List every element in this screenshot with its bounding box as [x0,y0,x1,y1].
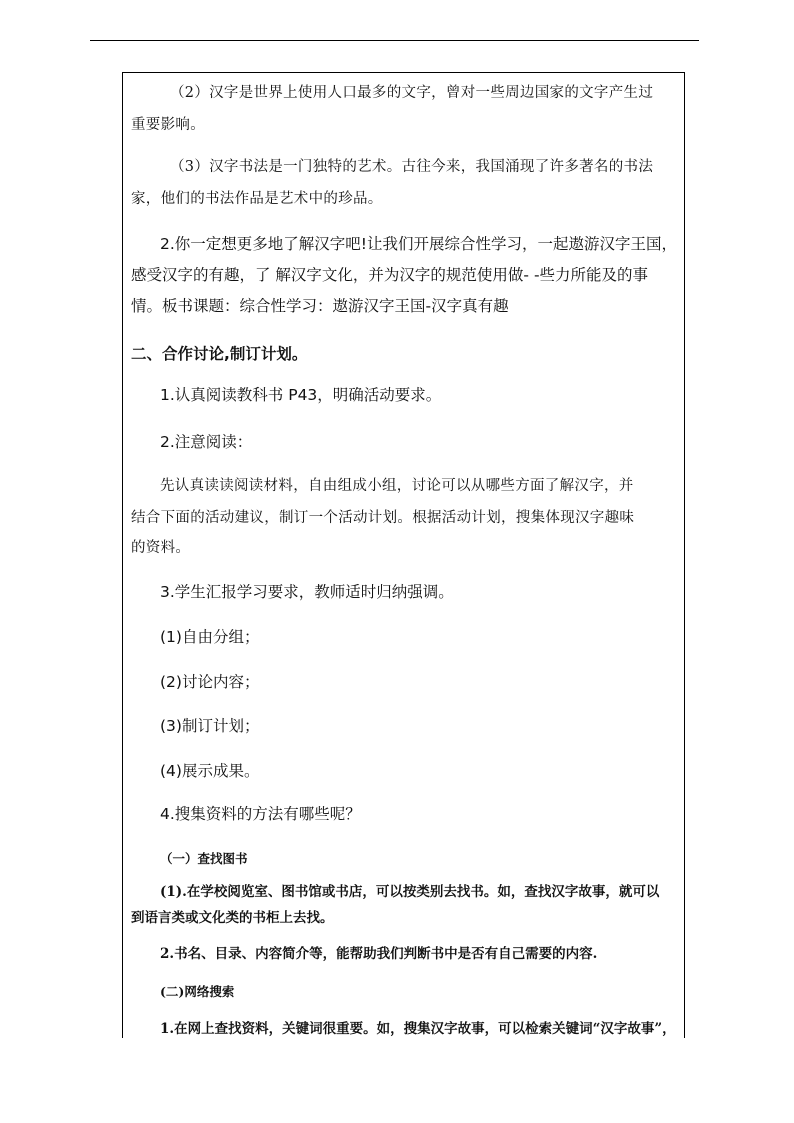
step-2: 2.注意阅读： [160,433,253,451]
sub-item-1: (1)自由分组； [160,628,260,646]
step-1: 1.认真阅读教科书 P43，明确活动要求。 [160,386,442,404]
paragraph-2-line-2: 感受汉字的有趣，了 解汉字文化，并为汉字的规范使用做- -些力所能及的事 [131,266,649,284]
sub-item-2: (2)讨论内容； [160,673,260,691]
method-2: 2.书名、目录、内容简介等，能帮助我们判断书中是否有自己需要的内容. [160,946,598,962]
step-4: 4.搜集资料的方法有哪些呢？ [160,805,361,823]
step-3: 3.学生汇报学习要求，教师适时归纳强调。 [160,583,454,601]
item-3-line-2: 家，他们的书法作品是艺术中的珍品。 [131,191,383,207]
reading-line-2: 结合下面的活动建议，制订一个活动计划。根据活动计划，搜集体现汉字趣味 [131,510,635,526]
method-heading-books: （一）查找图书 [160,851,248,866]
section-2-heading: 二、合作讨论,制订计划。 [131,345,308,363]
method-1-line-2: 到语言类或文化类的书柜上去找。 [131,910,334,926]
web-method-1: 1.在网上查找资料，关键词很重要。如，搜集汉字故事，可以检索关键词“汉字故事”， [160,1021,676,1037]
paragraph-2-line-1: 2.你一定想更多地了解汉字吧!让我们开展综合性学习，一起遨游汉字王国， [160,235,678,253]
item-2-line-1: （2）汉字是世界上使用人口最多的文字，曾对一些周边国家的文字产生过 [170,85,654,101]
reading-line-1: 先认真读读阅读材料，自由组成小组，讨论可以从哪些方面了解汉字，并 [160,478,634,494]
item-3-line-1: （3）汉字书法是一门独特的艺术。古往今来，我国涌现了许多著名的书法 [170,159,654,175]
header-rule [90,40,699,41]
item-2-line-2: 重要影响。 [131,117,205,133]
method-heading-web: (二)网络搜索 [160,984,235,999]
paragraph-2-line-3: 情。板书课题：综合性学习：遨游汉字王国-汉字真有趣 [131,297,509,315]
reading-line-3: 的资料。 [131,540,191,556]
sub-item-4: (4)展示成果。 [160,762,260,780]
method-1-line-1: (1).在学校阅览室、图书馆或书店，可以按类别去找书。如，查找汉字故事，就可以 [160,884,660,900]
sub-item-3: (3)制订计划； [160,717,260,735]
